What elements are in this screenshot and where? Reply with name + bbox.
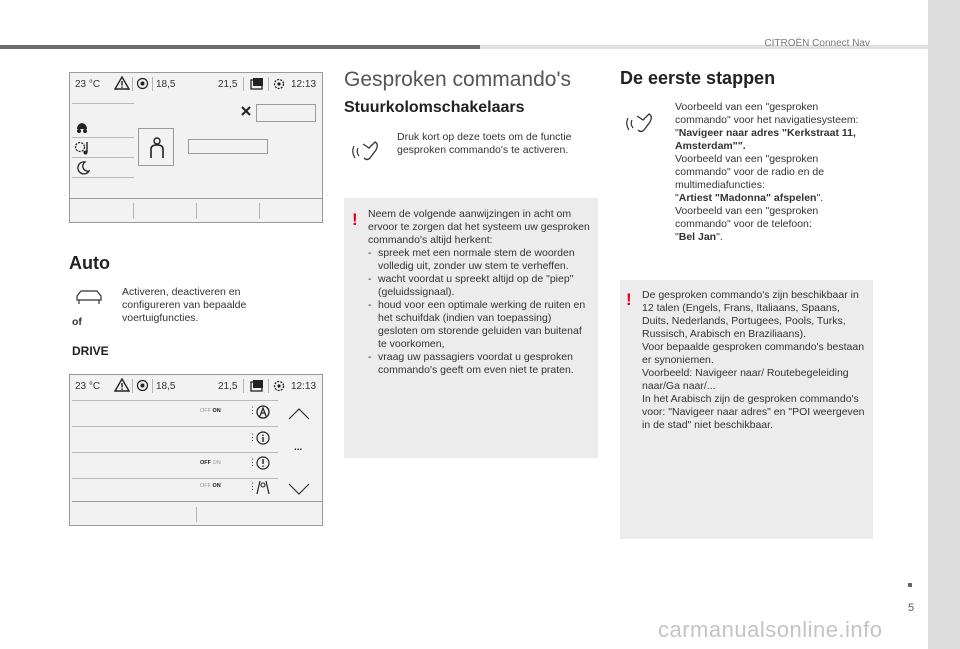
watermark: carmanualsonline.info [658, 617, 883, 642]
page-marker [908, 583, 912, 587]
page-number: 5 [908, 602, 915, 614]
clock-time: 12:13 [291, 79, 317, 90]
chevron-up-icon[interactable] [288, 408, 310, 423]
example-3-command: Bel Jan [678, 231, 717, 243]
close-icon[interactable] [240, 105, 252, 120]
temperature-2: 23 °C [75, 381, 101, 392]
voice-intro: Druk kort op deze toets om de functie gesproken commando's te activeren. [397, 131, 572, 156]
status-bar [70, 73, 322, 95]
example-2-text: Voorbeeld van een "gesproken commando" voor de radio en de multimediafuncties: [675, 153, 825, 191]
toggle-1[interactable]: OFF ON [200, 408, 221, 414]
drive-label: DRIVE [72, 344, 109, 358]
or-label: of [72, 316, 82, 328]
location-icon [136, 77, 149, 93]
top-right-field[interactable] [256, 104, 316, 122]
voice-subtitle: Stuurkolomschakelaars [344, 99, 525, 116]
chevron-down-icon[interactable] [288, 483, 310, 498]
left-value: 18,5 [156, 79, 176, 90]
location-icon-2 [136, 379, 149, 395]
right-value: 21,5 [218, 79, 238, 90]
example-1-text: Voorbeeld van een "gesproken commando" voor het navigatiesysteem: [675, 101, 859, 126]
note-intro: Neem de volgende aanwijzingen in acht om ervoor te zorgen dat het systeem uw gesproken commando's altijd herkent: [368, 208, 590, 246]
lane-assist-icon [256, 404, 270, 423]
auto-title: Auto [69, 253, 110, 273]
clock-time-2: 12:13 [291, 381, 317, 392]
driver-profile-button[interactable] [138, 128, 174, 166]
drag-handle-3[interactable]: ⋮ [248, 457, 257, 467]
languages-note-text: De gesproken commando's zijn beschikbaar in 12 talen (Engels, Frans, Italiaans, Spaans, Duits, Nederlands, Portugees, Pools, Turks, Russisch, Arabisch en Braziliaans). Voor bepaalde gesproken commando's bestaan er synoniemen. Voorbeeld: Navigeer naar/ Routebegeleiding naar/Ga naar/... In het Arabisch zijn de gesproken commando's voor: "Navigeer naar adres" en "POI weergeven in de stad" niet beschikbaar. [642, 289, 865, 431]
voice-command-icon [350, 136, 382, 169]
info-icon [256, 431, 270, 448]
note-item: - spreek met een normale stem de woorden volledig uit, zonder uw stem te verheffen. [368, 247, 592, 273]
note-list [368, 247, 592, 377]
left-value-2: 18,5 [156, 381, 176, 392]
note-item: - houd voor een optimale werking de ruiten en het schuifdak (indien van toepassing) gesloten om storende geluiden van buitenaf te voorkomen, [368, 299, 592, 351]
header-rule-dark [0, 45, 480, 49]
drag-handle-1[interactable]: ⋮ [248, 405, 257, 415]
drag-handle-4[interactable]: ⋮ [248, 481, 257, 491]
road-icon [256, 479, 270, 498]
auto-description: Activeren, deactiveren en configureren van bepaalde voertuigfuncties. [122, 286, 247, 324]
screen-main-menu [69, 72, 323, 223]
voice-title: Gesproken commando's [344, 68, 571, 91]
drag-handle-2[interactable]: ⋮ [248, 432, 257, 442]
temperature: 23 °C [75, 79, 101, 90]
voice-command-icon-2 [624, 108, 656, 141]
phone-icon-2 [250, 379, 264, 395]
warning-icon [114, 76, 130, 93]
car-outline-icon [74, 288, 104, 311]
note-item: - vraag uw passagiers voordat u gesproken commando's geeft om even niet te praten. [368, 351, 592, 377]
settings-icon[interactable] [272, 77, 286, 94]
note-item: - wacht voordat u spreekt altijd op de "piep" (geluidssignaal). [368, 273, 592, 299]
alert-icon [256, 456, 270, 473]
warning-mark: ! [352, 210, 358, 229]
right-sidebar [928, 0, 960, 649]
warning-mark-2: ! [626, 290, 632, 309]
toggle-2[interactable]: OFF ON [200, 460, 221, 466]
more-label[interactable]: ... [294, 442, 303, 453]
warning-icon-2 [114, 378, 130, 395]
status-bar-2 [70, 375, 322, 397]
middle-field[interactable] [188, 139, 268, 154]
header-title: CITROËN Connect Nav [764, 38, 870, 49]
screen-vehicle-functions [69, 374, 323, 526]
voice-note [344, 198, 598, 458]
example-2-command: Artiest "Madonna" afspelen [678, 192, 817, 204]
first-steps-title: De eerste stappen [620, 68, 776, 88]
night-mode-icon[interactable] [76, 161, 90, 178]
phone-icon [250, 77, 264, 93]
examples-block: Voorbeeld van een "gesproken commando" voor het navigatiesysteem: "Navigeer naar adres "Kerkstraat 11, Amsterdam"". Voorbeeld van een "gesproken commando" voor de radio en de multimediafuncties: "Artiest "Madonna" afspelen". Voorbeeld van een "gesproken commando" voor de telefoon: "Bel Jan". [675, 101, 871, 244]
car-icon[interactable] [74, 120, 90, 137]
languages-note [620, 280, 873, 539]
example-3-text: Voorbeeld van een "gesproken commando" voor de telefoon: [675, 205, 819, 230]
example-1-command: Navigeer naar adres "Kerkstraat 11, Amsterdam"". [675, 127, 856, 152]
settings-icon-2[interactable] [272, 379, 286, 396]
toggle-3[interactable]: OFF ON [200, 483, 221, 489]
right-value-2: 21,5 [218, 381, 238, 392]
